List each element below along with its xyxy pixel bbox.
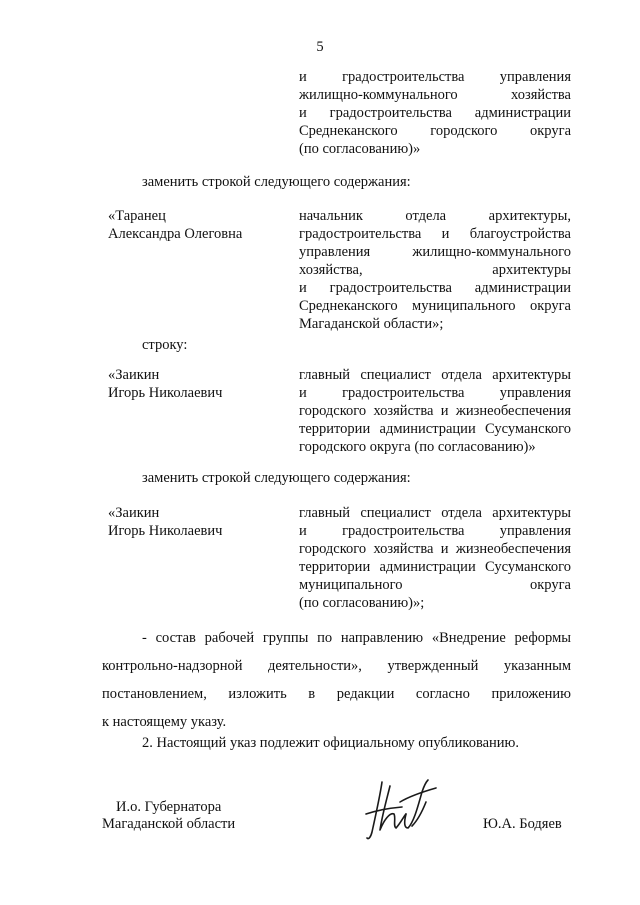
handwritten-signature — [360, 774, 446, 844]
signatory-name: Ю.А. Бодяев — [483, 816, 562, 832]
name-line: «Заикин — [108, 367, 160, 383]
signatory-title-line-2: Магаданской области — [102, 816, 236, 832]
role-line: главный специалист отдела архитектуры — [299, 367, 571, 383]
role-line: и градостроительства управления — [299, 385, 571, 401]
role-line: и градостроительства администрации — [299, 280, 571, 296]
role-line: начальник отдела архитектуры, — [299, 208, 571, 224]
role-line: территории администрации Сусуманского — [299, 421, 571, 437]
replace-instruction-2: заменить строкой следующего содержания: — [142, 470, 411, 486]
role-line: хозяйства, архитектуры — [299, 262, 571, 278]
role-line: градостроительства и благоустройства — [299, 226, 571, 242]
entry-2-role — [299, 366, 571, 456]
name-line: Александра Олеговна — [108, 226, 243, 242]
name-line: Игорь Николаевич — [108, 385, 223, 401]
role-line: Среднеканского муниципального округа — [299, 298, 571, 314]
paragraph-line: контрольно-надзорной деятельности», утвержденный указанным — [102, 658, 571, 674]
paragraph-line: к настоящему указу. — [102, 714, 227, 730]
paragraph-work-group — [102, 624, 571, 736]
role-line: главный специалист отдела архитектуры — [299, 505, 571, 521]
top-fragment — [299, 68, 571, 158]
role-line: управления жилищно-коммунального — [299, 244, 571, 260]
role-line: территории администрации Сусуманского — [299, 559, 571, 575]
entry-3-role — [299, 504, 571, 612]
paragraph-line: - состав рабочей группы по направлению «Внедрение реформы — [142, 630, 571, 646]
fragment-line: и градостроительства управления — [299, 69, 571, 85]
page-number: 5 — [316, 39, 324, 55]
name-line: «Таранец — [108, 208, 166, 224]
role-line: (по согласованию)»; — [299, 595, 425, 611]
instruction-stroku: строку: — [142, 337, 188, 353]
paragraph-publication: 2. Настоящий указ подлежит официальному опубликованию. — [142, 735, 520, 751]
role-line: городского хозяйства и жизнеобеспечения — [299, 403, 571, 419]
name-line: «Заикин — [108, 505, 160, 521]
name-line: Игорь Николаевич — [108, 523, 223, 539]
replace-instruction-1: заменить строкой следующего содержания: — [142, 174, 411, 190]
entry-1-name — [108, 207, 278, 243]
fragment-line: и градостроительства администрации — [299, 105, 571, 121]
role-line: муниципального округа — [299, 577, 571, 593]
entry-2-name — [108, 366, 278, 402]
fragment-line: жилищно-коммунального хозяйства — [299, 87, 571, 103]
role-line: городского округа (по согласованию)» — [299, 439, 536, 455]
role-line: городского хозяйства и жизнеобеспечения — [299, 541, 571, 557]
role-line: и градостроительства управления — [299, 523, 571, 539]
role-line: Магаданской области»; — [299, 316, 444, 332]
entry-3-name — [108, 504, 278, 540]
fragment-line: Среднеканского городского округа — [299, 123, 571, 139]
entry-1-role — [299, 207, 571, 333]
paragraph-line: постановлением, изложить в редакции согласно приложению — [102, 686, 571, 702]
fragment-line: (по согласованию)» — [299, 141, 421, 157]
signatory-title-line-1: И.о. Губернатора — [116, 799, 222, 815]
